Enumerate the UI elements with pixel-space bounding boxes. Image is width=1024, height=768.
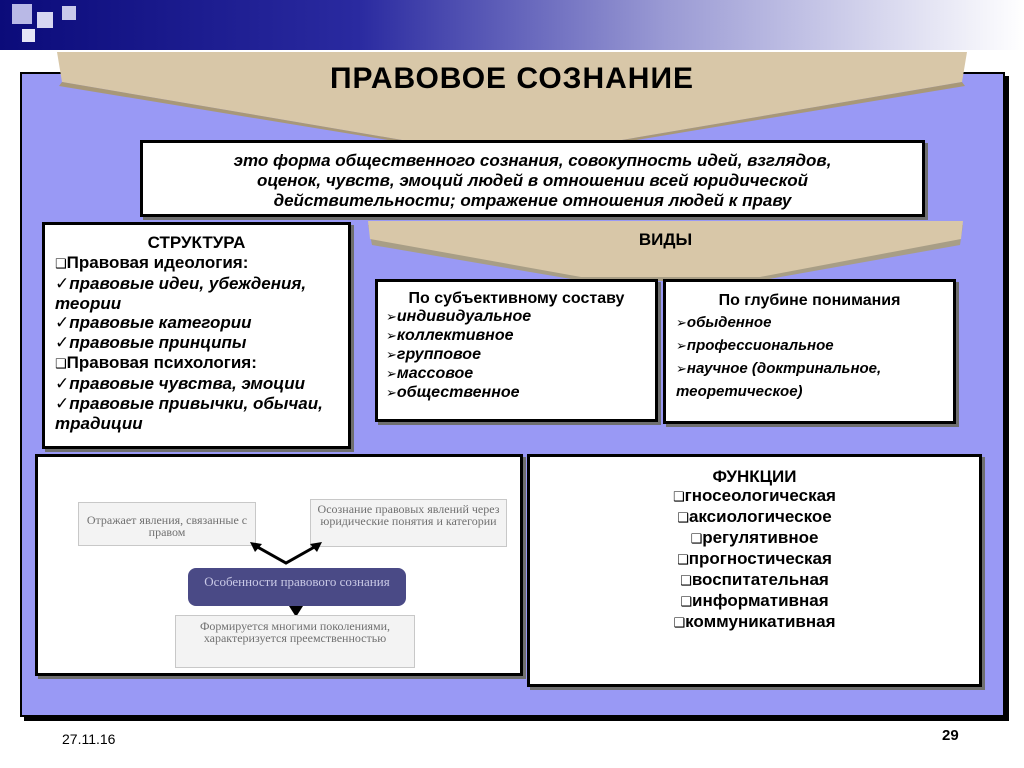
diagram-box-left: Отражает явления, связанные с правом (78, 502, 256, 546)
heading-text: Правовая идеология: (66, 253, 249, 272)
square-bullet-icon: ❑ (680, 595, 693, 610)
types-by-subject-box (375, 279, 658, 422)
page-title: ПРАВОВОЕ СОЗНАНИЕ (329, 62, 695, 95)
list-item-text: коллективное (396, 327, 514, 344)
list-item (386, 365, 647, 384)
square-bullet-icon: ❑ (690, 532, 703, 547)
check-icon: ✓ (55, 394, 70, 414)
list-item-text: правовые принципы (69, 333, 247, 352)
list-item-text: правовые категории (69, 313, 252, 332)
list-item-text: правовые привычки, обычаи, традиции (55, 394, 323, 433)
list-item (530, 570, 979, 591)
diagram-box-center: Особенности правового сознания (188, 568, 406, 606)
arrow-bullet-icon: ➢ (676, 362, 687, 377)
arrow-bullet-icon: ➢ (676, 339, 687, 354)
arrow-bullet-icon: ➢ (386, 329, 397, 344)
functions-title: ФУНКЦИИ (712, 467, 797, 486)
list-item (530, 507, 979, 528)
square-bullet-icon: ❑ (673, 616, 686, 631)
list-item (530, 591, 979, 612)
arrow-bullet-icon: ➢ (386, 310, 397, 325)
list-item-text: правовые идеи, убеждения, теории (55, 274, 307, 313)
list-item-text: аксиологическое (688, 507, 832, 526)
converging-arrows-icon (248, 539, 328, 569)
list-item-text: обыденное (686, 314, 772, 331)
list-item (55, 394, 338, 433)
list-item-text: массовое (396, 365, 474, 382)
arrow-bullet-icon: ➢ (676, 316, 687, 331)
list-item (386, 346, 647, 365)
structure-heading-psychology (55, 353, 338, 374)
square-bullet-icon: ❑ (677, 511, 689, 526)
slide-page-number: 29 (942, 727, 959, 744)
title-banner (57, 52, 967, 142)
check-icon: ✓ (55, 313, 70, 333)
check-icon: ✓ (55, 274, 70, 294)
decor-square (37, 12, 53, 28)
square-bullet-icon: ❑ (673, 490, 685, 505)
definition-box (140, 140, 925, 217)
list-item (530, 612, 979, 633)
heading-text: Правовая психология: (66, 353, 257, 372)
structure-box (42, 222, 351, 449)
list-item (386, 327, 647, 346)
types-by-subject-title: По субъективному составу (408, 290, 625, 307)
slide-date: 27.11.16 (62, 731, 116, 747)
diagram-box-bottom: Формируется многими поколениями, характеризуется преемственностью (175, 615, 415, 668)
decor-square (12, 4, 32, 24)
diagram-box-right: Осознание правовых явлений через юридические понятия и категории (310, 499, 507, 547)
decor-square (22, 29, 35, 42)
square-bullet-icon: ❑ (55, 357, 67, 372)
functions-box (527, 454, 982, 687)
types-banner (368, 221, 963, 283)
list-item-text: общественное (396, 384, 520, 401)
list-item (386, 384, 647, 403)
list-item (530, 528, 979, 549)
list-item-text: индивидуальное (396, 308, 532, 325)
list-item (55, 374, 338, 394)
definition-line: оценок, чувств, эмоций людей в отношении всей юридической (256, 171, 808, 190)
structure-title: СТРУКТУРА (147, 233, 246, 252)
list-item (386, 308, 647, 327)
list-item (530, 549, 979, 570)
list-item (55, 313, 338, 333)
decor-square (62, 6, 76, 20)
square-bullet-icon: ❑ (55, 257, 67, 272)
list-item (55, 274, 338, 313)
list-item-text: групповое (396, 346, 481, 363)
definition-line: это форма общественного сознания, совокупность идей, взглядов, (233, 151, 832, 170)
list-item (676, 335, 943, 358)
list-item (676, 312, 943, 335)
square-bullet-icon: ❑ (677, 553, 689, 568)
list-item-text: коммуникативная (685, 612, 836, 631)
types-by-depth-box (663, 279, 956, 424)
types-title: ВИДЫ (638, 230, 693, 249)
list-item-text: прогностическая (688, 549, 832, 568)
list-item-text: научное (доктринальное, теоретическое) (676, 360, 882, 400)
arrow-bullet-icon: ➢ (386, 367, 397, 382)
list-item-text: информативная (692, 591, 829, 610)
definition-line: действительности; отражение отношения людей к праву (273, 191, 792, 210)
list-item (676, 358, 943, 403)
list-item (530, 486, 979, 507)
features-diagram-box (35, 454, 523, 676)
types-by-depth-title: По глубине понимания (718, 292, 901, 309)
list-item-text: регулятивное (702, 528, 819, 547)
list-item-text: гносеологическая (684, 486, 836, 505)
check-icon: ✓ (55, 333, 70, 353)
list-item-text: воспитательная (691, 570, 829, 589)
list-item (55, 333, 338, 353)
check-icon: ✓ (55, 374, 70, 394)
title-bar-gradient (0, 0, 1024, 50)
structure-heading-ideology (55, 253, 338, 274)
square-bullet-icon: ❑ (680, 574, 692, 589)
arrow-bullet-icon: ➢ (386, 348, 397, 363)
list-item-text: правовые чувства, эмоции (69, 374, 306, 393)
arrow-bullet-icon: ➢ (386, 386, 397, 401)
list-item-text: профессиональное (686, 337, 834, 354)
